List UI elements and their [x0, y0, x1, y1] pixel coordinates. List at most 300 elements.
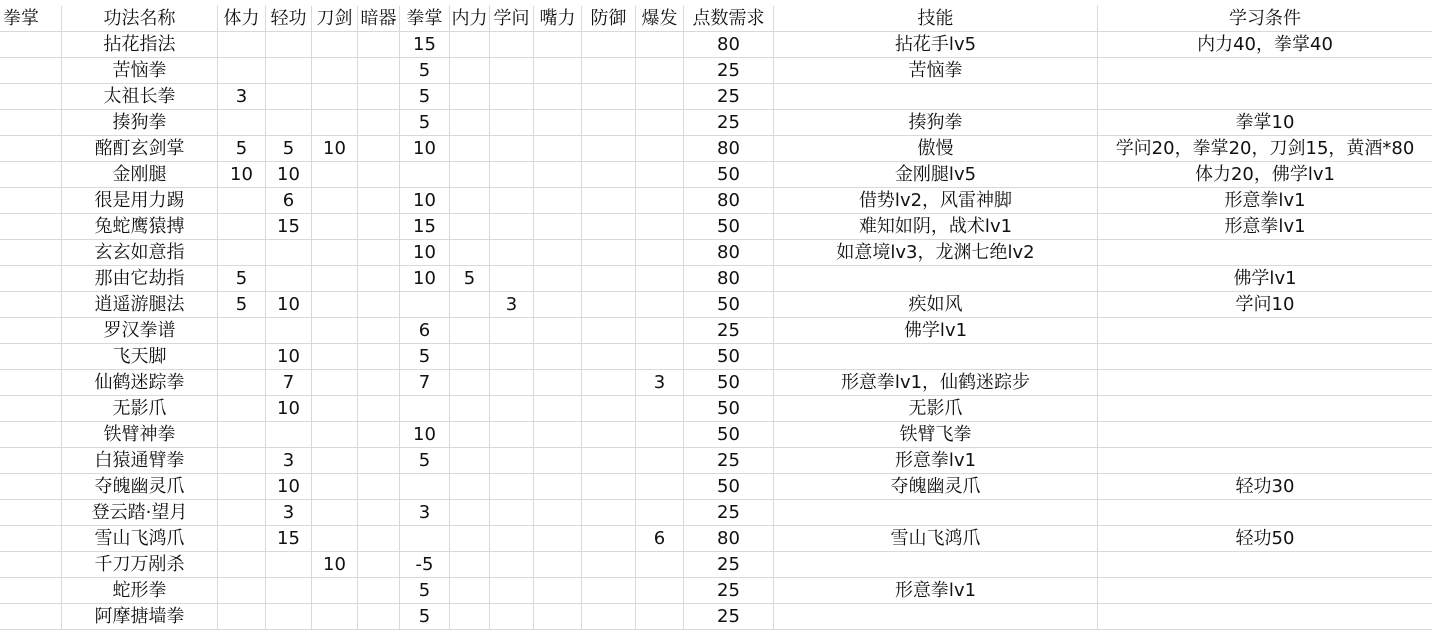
cell-stamina[interactable]	[218, 58, 266, 84]
cell-agility[interactable]: 10	[266, 474, 312, 500]
cell-learning[interactable]	[490, 162, 534, 188]
header-cell-defense[interactable]: 防御	[582, 6, 636, 32]
cell-technique[interactable]	[774, 266, 1098, 292]
cell-fist[interactable]: 5	[400, 578, 450, 604]
cell-skill-name[interactable]: 逍遥游腿法	[62, 292, 218, 318]
cell-col-a[interactable]	[0, 344, 62, 370]
cell-points[interactable]: 25	[684, 58, 774, 84]
cell-fist[interactable]: 5	[400, 448, 450, 474]
cell-hidden-weapon[interactable]	[358, 240, 400, 266]
cell-learning[interactable]: 3	[490, 292, 534, 318]
cell-col-a[interactable]	[0, 604, 62, 630]
cell-fist[interactable]: 6	[400, 318, 450, 344]
cell-burst[interactable]	[636, 422, 684, 448]
header-cell-hidden-weapon[interactable]: 暗器	[358, 6, 400, 32]
cell-defense[interactable]	[582, 370, 636, 396]
cell-learning[interactable]	[490, 84, 534, 110]
cell-defense[interactable]	[582, 136, 636, 162]
cell-requirement[interactable]: 体力20，佛学lv1	[1098, 162, 1432, 188]
cell-stamina[interactable]	[218, 552, 266, 578]
cell-points[interactable]: 25	[684, 604, 774, 630]
cell-learning[interactable]	[490, 526, 534, 552]
cell-col-a[interactable]	[0, 240, 62, 266]
cell-burst[interactable]	[636, 162, 684, 188]
cell-fist[interactable]	[400, 396, 450, 422]
cell-requirement[interactable]	[1098, 604, 1432, 630]
cell-blade[interactable]	[312, 448, 358, 474]
cell-fist[interactable]: 10	[400, 266, 450, 292]
cell-hidden-weapon[interactable]	[358, 136, 400, 162]
cell-agility[interactable]: 5	[266, 136, 312, 162]
cell-col-a[interactable]	[0, 136, 62, 162]
cell-requirement[interactable]	[1098, 58, 1432, 84]
cell-fist[interactable]: 10	[400, 422, 450, 448]
cell-points[interactable]: 50	[684, 214, 774, 240]
cell-skill-name[interactable]: 无影爪	[62, 396, 218, 422]
cell-requirement[interactable]	[1098, 240, 1432, 266]
cell-hidden-weapon[interactable]	[358, 526, 400, 552]
cell-learning[interactable]	[490, 552, 534, 578]
header-cell-speech[interactable]: 嘴力	[534, 6, 582, 32]
cell-col-a[interactable]	[0, 552, 62, 578]
cell-requirement[interactable]: 形意拳lv1	[1098, 188, 1432, 214]
cell-agility[interactable]: 10	[266, 396, 312, 422]
cell-requirement[interactable]	[1098, 396, 1432, 422]
cell-learning[interactable]	[490, 500, 534, 526]
cell-inner-power[interactable]	[450, 240, 490, 266]
cell-fist[interactable]: 3	[400, 500, 450, 526]
cell-learning[interactable]	[490, 188, 534, 214]
cell-agility[interactable]: 15	[266, 214, 312, 240]
cell-blade[interactable]	[312, 84, 358, 110]
cell-col-a[interactable]	[0, 266, 62, 292]
cell-defense[interactable]	[582, 188, 636, 214]
cell-technique[interactable]	[774, 344, 1098, 370]
cell-inner-power[interactable]	[450, 578, 490, 604]
cell-hidden-weapon[interactable]	[358, 266, 400, 292]
cell-col-a[interactable]	[0, 500, 62, 526]
cell-requirement[interactable]: 学问20，拳掌20，刀剑15，黄酒*80	[1098, 136, 1432, 162]
cell-learning[interactable]	[490, 136, 534, 162]
cell-points[interactable]: 80	[684, 240, 774, 266]
cell-points[interactable]: 50	[684, 370, 774, 396]
cell-speech[interactable]	[534, 240, 582, 266]
cell-points[interactable]: 50	[684, 396, 774, 422]
cell-fist[interactable]: -5	[400, 552, 450, 578]
cell-technique[interactable]: 拈花手lv5	[774, 32, 1098, 58]
cell-burst[interactable]	[636, 292, 684, 318]
header-cell-stamina[interactable]: 体力	[218, 6, 266, 32]
cell-speech[interactable]	[534, 32, 582, 58]
cell-hidden-weapon[interactable]	[358, 604, 400, 630]
cell-speech[interactable]	[534, 578, 582, 604]
cell-skill-name[interactable]: 苦恼拳	[62, 58, 218, 84]
cell-learning[interactable]	[490, 240, 534, 266]
cell-skill-name[interactable]: 那由它劫指	[62, 266, 218, 292]
cell-defense[interactable]	[582, 344, 636, 370]
cell-col-a[interactable]	[0, 188, 62, 214]
cell-inner-power[interactable]	[450, 162, 490, 188]
cell-speech[interactable]	[534, 552, 582, 578]
cell-points[interactable]: 80	[684, 526, 774, 552]
cell-fist[interactable]: 15	[400, 32, 450, 58]
cell-technique[interactable]: 形意拳lv1	[774, 578, 1098, 604]
cell-col-a[interactable]	[0, 110, 62, 136]
cell-hidden-weapon[interactable]	[358, 292, 400, 318]
cell-col-a[interactable]	[0, 526, 62, 552]
cell-blade[interactable]	[312, 396, 358, 422]
header-cell-burst[interactable]: 爆发	[636, 6, 684, 32]
cell-blade[interactable]	[312, 370, 358, 396]
cell-speech[interactable]	[534, 604, 582, 630]
cell-stamina[interactable]: 5	[218, 266, 266, 292]
cell-burst[interactable]: 6	[636, 526, 684, 552]
cell-hidden-weapon[interactable]	[358, 578, 400, 604]
cell-agility[interactable]: 10	[266, 162, 312, 188]
cell-technique[interactable]: 雪山飞鸿爪	[774, 526, 1098, 552]
cell-blade[interactable]	[312, 422, 358, 448]
cell-hidden-weapon[interactable]	[358, 162, 400, 188]
cell-col-a[interactable]	[0, 370, 62, 396]
cell-points[interactable]: 50	[684, 474, 774, 500]
cell-agility[interactable]: 7	[266, 370, 312, 396]
cell-skill-name[interactable]: 飞天脚	[62, 344, 218, 370]
cell-agility[interactable]	[266, 422, 312, 448]
cell-skill-name[interactable]: 仙鹤迷踪拳	[62, 370, 218, 396]
cell-agility[interactable]	[266, 58, 312, 84]
cell-technique[interactable]: 形意拳lv1，仙鹤迷踪步	[774, 370, 1098, 396]
cell-burst[interactable]	[636, 344, 684, 370]
cell-defense[interactable]	[582, 240, 636, 266]
cell-inner-power[interactable]	[450, 604, 490, 630]
cell-blade[interactable]	[312, 344, 358, 370]
cell-inner-power[interactable]	[450, 58, 490, 84]
cell-stamina[interactable]	[218, 422, 266, 448]
cell-speech[interactable]	[534, 162, 582, 188]
header-cell-points[interactable]: 点数需求	[684, 6, 774, 32]
cell-defense[interactable]	[582, 110, 636, 136]
cell-skill-name[interactable]: 拈花指法	[62, 32, 218, 58]
cell-agility[interactable]	[266, 604, 312, 630]
cell-inner-power[interactable]	[450, 474, 490, 500]
cell-inner-power[interactable]	[450, 318, 490, 344]
cell-burst[interactable]	[636, 500, 684, 526]
cell-stamina[interactable]: 5	[218, 292, 266, 318]
cell-points[interactable]: 50	[684, 162, 774, 188]
cell-col-a[interactable]	[0, 58, 62, 84]
cell-points[interactable]: 25	[684, 552, 774, 578]
cell-hidden-weapon[interactable]	[358, 84, 400, 110]
header-cell-blade[interactable]: 刀剑	[312, 6, 358, 32]
cell-burst[interactable]: 3	[636, 370, 684, 396]
cell-defense[interactable]	[582, 162, 636, 188]
cell-stamina[interactable]	[218, 110, 266, 136]
cell-col-a[interactable]	[0, 292, 62, 318]
cell-skill-name[interactable]: 蛇形拳	[62, 578, 218, 604]
cell-inner-power[interactable]	[450, 370, 490, 396]
cell-speech[interactable]	[534, 526, 582, 552]
cell-hidden-weapon[interactable]	[358, 214, 400, 240]
cell-learning[interactable]	[490, 474, 534, 500]
cell-fist[interactable]: 15	[400, 214, 450, 240]
cell-skill-name[interactable]: 兔蛇鹰猿搏	[62, 214, 218, 240]
cell-defense[interactable]	[582, 32, 636, 58]
cell-points[interactable]: 25	[684, 84, 774, 110]
cell-learning[interactable]	[490, 422, 534, 448]
cell-fist[interactable]	[400, 526, 450, 552]
cell-fist[interactable]: 5	[400, 110, 450, 136]
cell-inner-power[interactable]	[450, 214, 490, 240]
cell-skill-name[interactable]: 罗汉拳谱	[62, 318, 218, 344]
cell-requirement[interactable]	[1098, 578, 1432, 604]
cell-technique[interactable]	[774, 604, 1098, 630]
cell-agility[interactable]: 3	[266, 448, 312, 474]
cell-burst[interactable]	[636, 604, 684, 630]
cell-fist[interactable]: 5	[400, 604, 450, 630]
cell-technique[interactable]: 如意境lv3，龙渊七绝lv2	[774, 240, 1098, 266]
cell-points[interactable]: 50	[684, 344, 774, 370]
cell-agility[interactable]: 6	[266, 188, 312, 214]
cell-learning[interactable]	[490, 214, 534, 240]
cell-points[interactable]: 25	[684, 500, 774, 526]
cell-defense[interactable]	[582, 578, 636, 604]
cell-inner-power[interactable]	[450, 396, 490, 422]
cell-speech[interactable]	[534, 396, 582, 422]
cell-hidden-weapon[interactable]	[358, 370, 400, 396]
cell-stamina[interactable]	[218, 188, 266, 214]
cell-speech[interactable]	[534, 266, 582, 292]
cell-burst[interactable]	[636, 32, 684, 58]
header-cell-requirement[interactable]: 学习条件	[1098, 6, 1432, 32]
cell-defense[interactable]	[582, 396, 636, 422]
cell-blade[interactable]	[312, 266, 358, 292]
cell-technique[interactable]: 夺魄幽灵爪	[774, 474, 1098, 500]
cell-defense[interactable]	[582, 292, 636, 318]
cell-inner-power[interactable]	[450, 448, 490, 474]
cell-requirement[interactable]	[1098, 370, 1432, 396]
cell-inner-power[interactable]	[450, 84, 490, 110]
cell-learning[interactable]	[490, 370, 534, 396]
cell-hidden-weapon[interactable]	[358, 474, 400, 500]
cell-burst[interactable]	[636, 188, 684, 214]
cell-skill-name[interactable]: 白猿通臂拳	[62, 448, 218, 474]
cell-stamina[interactable]	[218, 578, 266, 604]
cell-stamina[interactable]	[218, 604, 266, 630]
cell-blade[interactable]	[312, 526, 358, 552]
cell-skill-name[interactable]: 阿摩搪墙拳	[62, 604, 218, 630]
cell-agility[interactable]	[266, 240, 312, 266]
cell-blade[interactable]	[312, 214, 358, 240]
cell-requirement[interactable]: 学问10	[1098, 292, 1432, 318]
cell-stamina[interactable]: 5	[218, 136, 266, 162]
cell-fist[interactable]: 5	[400, 344, 450, 370]
cell-defense[interactable]	[582, 474, 636, 500]
cell-points[interactable]: 80	[684, 32, 774, 58]
cell-points[interactable]: 25	[684, 110, 774, 136]
cell-skill-name[interactable]: 雪山飞鸿爪	[62, 526, 218, 552]
cell-burst[interactable]	[636, 474, 684, 500]
cell-inner-power[interactable]	[450, 422, 490, 448]
cell-requirement[interactable]	[1098, 318, 1432, 344]
cell-burst[interactable]	[636, 136, 684, 162]
cell-speech[interactable]	[534, 214, 582, 240]
cell-blade[interactable]	[312, 162, 358, 188]
cell-inner-power[interactable]	[450, 110, 490, 136]
cell-hidden-weapon[interactable]	[358, 500, 400, 526]
cell-burst[interactable]	[636, 214, 684, 240]
cell-defense[interactable]	[582, 422, 636, 448]
cell-burst[interactable]	[636, 552, 684, 578]
cell-col-a[interactable]	[0, 84, 62, 110]
cell-agility[interactable]	[266, 578, 312, 604]
cell-defense[interactable]	[582, 214, 636, 240]
cell-technique[interactable]: 无影爪	[774, 396, 1098, 422]
cell-hidden-weapon[interactable]	[358, 552, 400, 578]
cell-agility[interactable]	[266, 266, 312, 292]
cell-requirement[interactable]: 内力40，拳掌40	[1098, 32, 1432, 58]
cell-skill-name[interactable]: 登云踏·望月	[62, 500, 218, 526]
cell-burst[interactable]	[636, 84, 684, 110]
cell-burst[interactable]	[636, 448, 684, 474]
cell-learning[interactable]	[490, 318, 534, 344]
cell-defense[interactable]	[582, 552, 636, 578]
cell-skill-name[interactable]: 千刀万剐杀	[62, 552, 218, 578]
cell-burst[interactable]	[636, 396, 684, 422]
cell-blade[interactable]: 10	[312, 552, 358, 578]
cell-learning[interactable]	[490, 604, 534, 630]
cell-hidden-weapon[interactable]	[358, 422, 400, 448]
cell-technique[interactable]: 疾如风	[774, 292, 1098, 318]
cell-stamina[interactable]	[218, 318, 266, 344]
cell-fist[interactable]: 7	[400, 370, 450, 396]
cell-burst[interactable]	[636, 318, 684, 344]
cell-stamina[interactable]	[218, 396, 266, 422]
cell-skill-name[interactable]: 很是用力踢	[62, 188, 218, 214]
cell-hidden-weapon[interactable]	[358, 396, 400, 422]
cell-skill-name[interactable]: 铁臂神拳	[62, 422, 218, 448]
cell-col-a[interactable]	[0, 162, 62, 188]
cell-speech[interactable]	[534, 370, 582, 396]
cell-requirement[interactable]	[1098, 84, 1432, 110]
header-cell-technique[interactable]: 技能	[774, 6, 1098, 32]
cell-fist[interactable]: 10	[400, 136, 450, 162]
cell-stamina[interactable]	[218, 240, 266, 266]
cell-technique[interactable]: 金刚腿lv5	[774, 162, 1098, 188]
cell-fist[interactable]	[400, 162, 450, 188]
cell-defense[interactable]	[582, 84, 636, 110]
cell-col-a[interactable]	[0, 474, 62, 500]
cell-inner-power[interactable]	[450, 526, 490, 552]
cell-skill-name[interactable]: 玄玄如意指	[62, 240, 218, 266]
cell-points[interactable]: 50	[684, 422, 774, 448]
cell-technique[interactable]: 苦恼拳	[774, 58, 1098, 84]
cell-blade[interactable]	[312, 240, 358, 266]
cell-learning[interactable]	[490, 396, 534, 422]
cell-inner-power[interactable]	[450, 292, 490, 318]
cell-speech[interactable]	[534, 474, 582, 500]
cell-technique[interactable]: 借势lv2，风雷神脚	[774, 188, 1098, 214]
cell-skill-name[interactable]: 揍狗拳	[62, 110, 218, 136]
cell-defense[interactable]	[582, 266, 636, 292]
cell-requirement[interactable]	[1098, 448, 1432, 474]
cell-fist[interactable]: 5	[400, 58, 450, 84]
cell-technique[interactable]: 傲慢	[774, 136, 1098, 162]
cell-learning[interactable]	[490, 448, 534, 474]
cell-agility[interactable]: 15	[266, 526, 312, 552]
cell-learning[interactable]	[490, 110, 534, 136]
cell-burst[interactable]	[636, 240, 684, 266]
cell-requirement[interactable]: 拳掌10	[1098, 110, 1432, 136]
cell-blade[interactable]	[312, 500, 358, 526]
cell-col-a[interactable]	[0, 32, 62, 58]
cell-hidden-weapon[interactable]	[358, 110, 400, 136]
cell-speech[interactable]	[534, 136, 582, 162]
cell-col-a[interactable]	[0, 422, 62, 448]
cell-requirement[interactable]	[1098, 552, 1432, 578]
cell-hidden-weapon[interactable]	[358, 188, 400, 214]
cell-technique[interactable]: 佛学lv1	[774, 318, 1098, 344]
header-cell-fist[interactable]: 拳掌	[400, 6, 450, 32]
header-cell-col-a[interactable]: 拳掌	[0, 6, 62, 32]
cell-defense[interactable]	[582, 526, 636, 552]
cell-points[interactable]: 25	[684, 318, 774, 344]
cell-technique[interactable]	[774, 500, 1098, 526]
cell-burst[interactable]	[636, 578, 684, 604]
cell-requirement[interactable]	[1098, 344, 1432, 370]
cell-fist[interactable]	[400, 474, 450, 500]
cell-stamina[interactable]	[218, 526, 266, 552]
cell-stamina[interactable]	[218, 344, 266, 370]
cell-skill-name[interactable]: 酩酊玄剑掌	[62, 136, 218, 162]
cell-blade[interactable]	[312, 474, 358, 500]
cell-blade[interactable]	[312, 58, 358, 84]
cell-skill-name[interactable]: 金刚腿	[62, 162, 218, 188]
cell-blade[interactable]	[312, 110, 358, 136]
cell-learning[interactable]	[490, 58, 534, 84]
cell-blade[interactable]	[312, 604, 358, 630]
cell-agility[interactable]	[266, 110, 312, 136]
header-cell-agility[interactable]: 轻功	[266, 6, 312, 32]
cell-burst[interactable]	[636, 58, 684, 84]
cell-speech[interactable]	[534, 344, 582, 370]
cell-stamina[interactable]	[218, 32, 266, 58]
cell-stamina[interactable]	[218, 474, 266, 500]
cell-defense[interactable]	[582, 604, 636, 630]
cell-speech[interactable]	[534, 422, 582, 448]
cell-blade[interactable]	[312, 318, 358, 344]
cell-inner-power[interactable]	[450, 500, 490, 526]
cell-agility[interactable]: 10	[266, 344, 312, 370]
cell-requirement[interactable]: 佛学lv1	[1098, 266, 1432, 292]
cell-points[interactable]: 25	[684, 578, 774, 604]
cell-hidden-weapon[interactable]	[358, 344, 400, 370]
cell-agility[interactable]	[266, 552, 312, 578]
cell-points[interactable]: 80	[684, 188, 774, 214]
cell-skill-name[interactable]: 夺魄幽灵爪	[62, 474, 218, 500]
cell-defense[interactable]	[582, 318, 636, 344]
cell-skill-name[interactable]: 太祖长拳	[62, 84, 218, 110]
cell-points[interactable]: 25	[684, 448, 774, 474]
cell-technique[interactable]	[774, 84, 1098, 110]
cell-defense[interactable]	[582, 448, 636, 474]
cell-fist[interactable]: 5	[400, 84, 450, 110]
cell-inner-power[interactable]	[450, 136, 490, 162]
cell-burst[interactable]	[636, 110, 684, 136]
cell-speech[interactable]	[534, 448, 582, 474]
cell-inner-power[interactable]	[450, 552, 490, 578]
cell-points[interactable]: 80	[684, 136, 774, 162]
cell-speech[interactable]	[534, 500, 582, 526]
